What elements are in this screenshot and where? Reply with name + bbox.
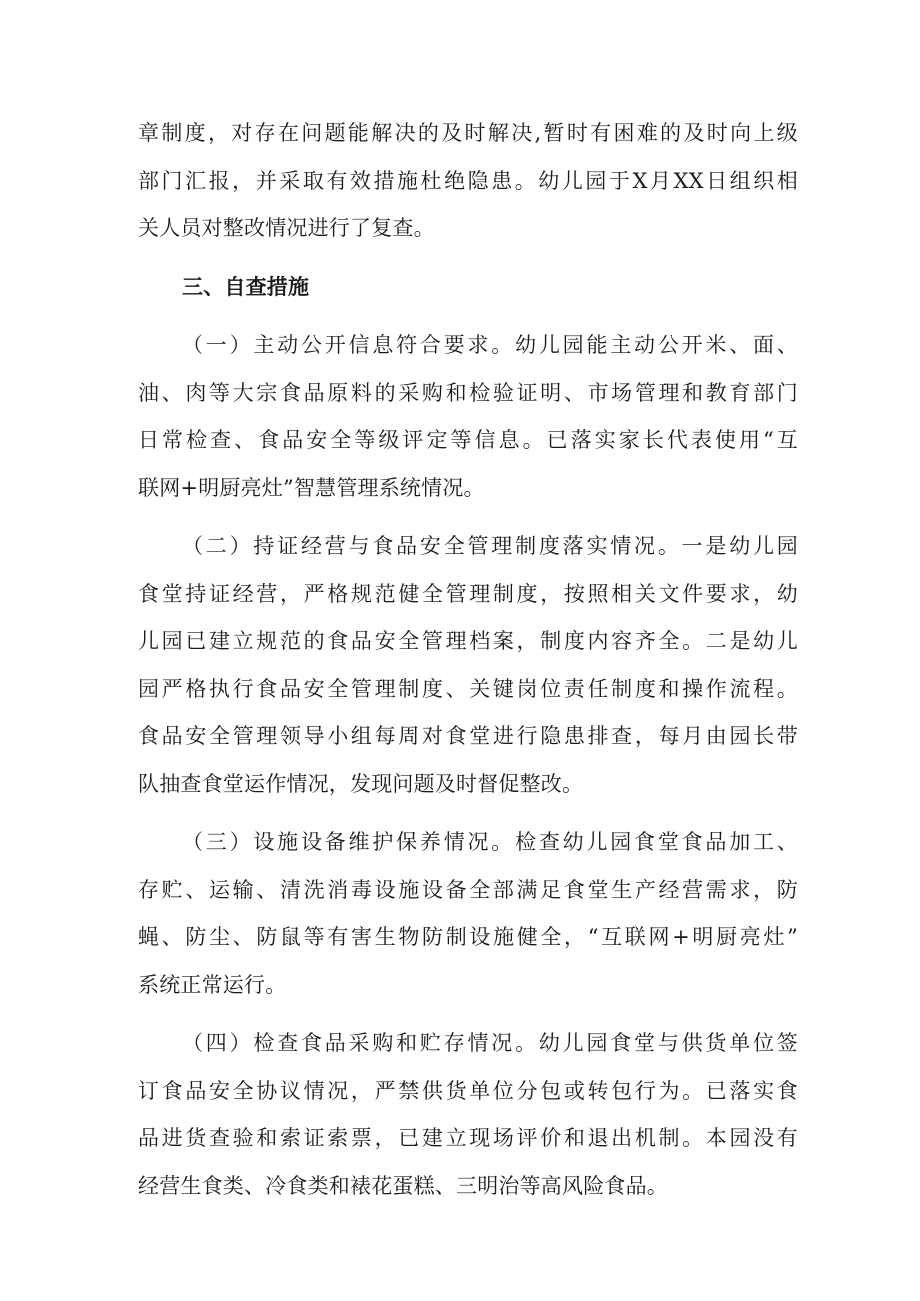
text-line: 食品安全管理领导小组每周对食堂进行隐患排查，每月由园长带 bbox=[138, 724, 798, 748]
text-line: 蝇、防尘、防鼠等有害生物防制设施健全，“互联网+明厨亮灶” bbox=[138, 925, 798, 949]
text-line: 经营生食类、冷食类和裱花蛋糕、三明治等高风险食品。 bbox=[138, 1173, 668, 1198]
section-heading: 三、自查措施 bbox=[182, 274, 310, 299]
text-line: 章制度，对存在问题能解决的及时解决,暂时有困难的及时向上级 bbox=[138, 121, 798, 145]
text-line: 日常检查、食品安全等级评定等信息。已落实家长代表使用“互 bbox=[138, 428, 798, 452]
paragraph-2 bbox=[138, 523, 798, 808]
text-line: 部门汇报，并采取有效措施杜绝隐患。幼儿园于X月XX日组织相 bbox=[138, 168, 798, 193]
text-line: 儿园已建立规范的食品安全管理档案，制度内容齐全。二是幼儿 bbox=[138, 629, 798, 653]
text-line: （二）持证经营与食品安全管理制度落实情况。一是幼儿园 bbox=[182, 534, 798, 558]
text-line: 存贮、运输、清洗消毒设施设备全部满足食堂生产经营需求，防 bbox=[138, 877, 798, 902]
text-line: 食堂持证经营，严格规范健全管理制度，按照相关文件要求，幼 bbox=[138, 581, 798, 606]
text-line: 园严格执行食品安全管理制度、关键岗位责任制度和操作流程。 bbox=[138, 676, 798, 701]
intro-paragraph bbox=[138, 110, 798, 253]
paragraph-3 bbox=[138, 819, 798, 1009]
text-line: 订食品安全协议情况，严禁供货单位分包或转包行为。已落实食 bbox=[138, 1078, 798, 1103]
text-line: （三）设施设备维护保养情况。检查幼儿园食堂食品加工、 bbox=[182, 830, 798, 854]
text-line: 系统正常运行。 bbox=[138, 972, 287, 997]
text-line: 关人员对整改情况进行了复查。 bbox=[138, 216, 435, 240]
paragraph-1 bbox=[138, 322, 798, 512]
text-line: 油、肉等大宗食品原料的采购和检验证明、市场管理和教育部门 bbox=[138, 380, 798, 405]
text-line: （一）主动公开信息符合要求。幼儿园能主动公开米、面、 bbox=[182, 333, 798, 357]
text-line: 联网+明厨亮灶”智慧管理系统情况。 bbox=[138, 475, 485, 500]
text-line: 品进货查验和索证索票，已建立现场评价和退出机制。本园没有 bbox=[138, 1126, 798, 1150]
text-line: 队抽查食堂运作情况，发现问题及时督促整改。 bbox=[138, 771, 584, 796]
document-body bbox=[138, 110, 798, 1210]
paragraph-4 bbox=[138, 1020, 798, 1210]
text-line: （四）检查食品采购和贮存情况。幼儿园食堂与供货单位签 bbox=[182, 1031, 798, 1055]
